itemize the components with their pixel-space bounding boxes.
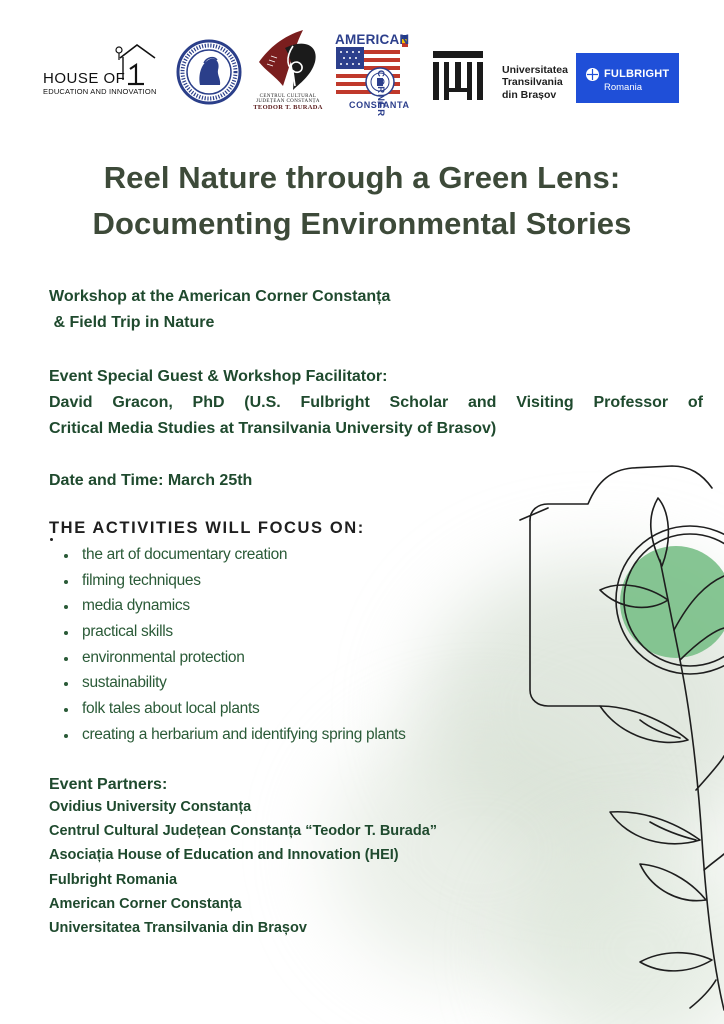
guest-line1: David Gracon, PhD (U.S. Fulbright Scholar and Visiting Professor of (49, 394, 703, 411)
title-line1: Reel Nature through a Green Lens: (103, 160, 621, 195)
workshop-line1: Workshop at the American Corner Constanța (49, 288, 391, 305)
heading-dot (50, 538, 53, 541)
list-item: Fulbright Romania (49, 871, 178, 888)
utb-logo (432, 50, 484, 102)
list-item: Ovidius University Constanța (49, 799, 252, 815)
utb-line2: Transilvania (502, 76, 563, 89)
list-item: Asociația House of Education and Innovation (HEI) (49, 847, 399, 864)
activities-heading: THE ACTIVITIES WILL FOCUS ON: (49, 519, 365, 537)
partners-heading: Event Partners: (49, 776, 168, 793)
hei-line2: EDUCATION AND INNOVATION (43, 87, 157, 96)
date-time: Date and Time: March 25th (49, 472, 253, 489)
utb-wordmark (502, 64, 568, 101)
burada-line3: TEODOR T. BURADA (253, 103, 323, 111)
ac-line2: CORNER (375, 70, 386, 118)
ac-line1: AMERICAN (335, 32, 410, 47)
treble-clef-icon (255, 28, 323, 92)
title-line2: Documenting Environmental Stories (92, 206, 632, 241)
burada-wordmark (250, 94, 326, 111)
list-item: filming techniques (62, 572, 406, 598)
list-item: American Corner Constanța (49, 895, 242, 912)
ovidius-logo (176, 39, 242, 105)
burada-line2: JUDEȚEAN CONSTANȚA (256, 99, 320, 105)
fulbright-logo (576, 53, 679, 103)
ovidius-university-seal (176, 39, 242, 105)
utb-line1: Universitatea (502, 64, 568, 76)
utb-building-icon (432, 50, 484, 102)
logo-row (0, 0, 724, 125)
guest-heading: Event Special Guest & Workshop Facilitator: (49, 368, 388, 385)
list-item: practical skills (62, 623, 406, 649)
hei-line1: HOUSE OF (43, 70, 126, 87)
guest-line2: Critical Media Studies at Transilvania University of Brasov) (49, 420, 497, 437)
list-item: Centrul Cultural Județean Constanța “Teodor T. Burada” (49, 823, 438, 840)
partners-list (49, 799, 437, 944)
workshop-line2: & Field Trip in Nature (49, 314, 215, 331)
fulbright-name: FULBRIGHT (604, 68, 670, 80)
list-item: the art of documentary creation (62, 546, 406, 572)
burada-line1: CENTRUL CULTURAL (259, 94, 317, 99)
list-item: sustainability (62, 674, 406, 700)
burada-logo (255, 28, 323, 92)
utb-line3: din Brașov (502, 88, 557, 101)
list-item: media dynamics (62, 597, 406, 623)
hei-wordmark (43, 70, 157, 96)
list-item: creating a herbarium and identifying spring plants (62, 726, 406, 752)
list-item: folk tales about local plants (62, 700, 406, 726)
globe-icon (586, 68, 599, 81)
list-item: Universitatea Transilvania din Brașov (49, 919, 307, 936)
fulbright-country: Romania (604, 82, 643, 93)
activities-list (62, 546, 406, 752)
list-item: environmental protection (62, 649, 406, 675)
ac-line3: CONSTANTA (349, 100, 410, 110)
